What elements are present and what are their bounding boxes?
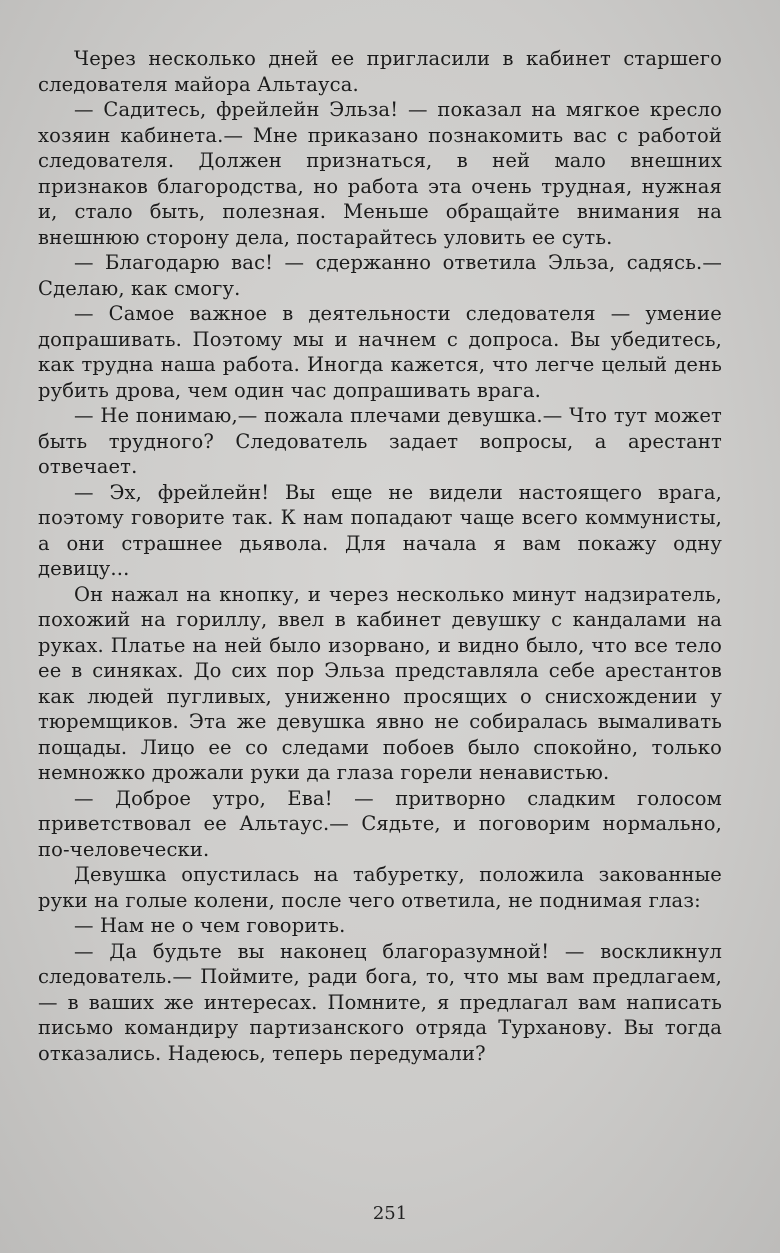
page-number: 251	[372, 1203, 408, 1224]
paragraph-4: — Самое важное в деятельности следователя — умение допрашивать. Поэтому мы и начнем с допроса. Вы убедитесь, как трудна наша работа. Иногда кажется, что легче целый день рубить дрова, чем один час допрашивать врага.	[38, 302, 722, 402]
body-text	[38, 46, 722, 1066]
paragraph-3: — Благодарю вас! — сдержанно ответила Эльза, садясь.— Сделаю, как смогу.	[38, 251, 722, 300]
paragraph-11: — Да будьте вы наконец благоразумной! — воскликнул следователь.— Поймите, ради бога, то, что мы вам предлагаем,— в ваших же интересах. Помните, я предлагал вам написать письмо командиру партизанского отряда Турханову. Вы тогда отказались. Надеюсь, теперь передумали?	[38, 939, 722, 1065]
paragraph-1: Через несколько дней ее пригласили в кабинет старшего следователя майора Альтауса.	[38, 47, 722, 96]
paragraph-5: — Не понимаю,— пожала плечами девушка.— Что тут может быть трудного? Следователь задает вопросы, а арестант отвечает.	[38, 404, 722, 478]
paragraph-6: — Эх, фрейлейн! Вы еще не видели настоящего врага, поэтому говорите так. К нам попадают чаще всего коммунисты, а они страшнее дьявола. Для начала я вам покажу одну девицу...	[38, 480, 722, 580]
paragraph-7: Он нажал на кнопку, и через несколько минут надзиратель, похожий на гориллу, ввел в кабинет девушку с кандалами на руках. Платье на ней было изорвано, и видно было, что все тело ее в синяках. До сих пор Эльза представляла себе арестантов как людей пугливых, униженно просящих о снисхождении у тюремщиков. Эта же девушка явно не собиралась вымаливать пощады. Лицо ее со следами побоев было спокойно, только немножко дрожали руки да глаза горели ненавистью.	[38, 582, 722, 784]
paragraph-10: — Нам не о чем говорить.	[74, 914, 346, 937]
paragraph-8: — Доброе утро, Ева! — притворно сладким голосом приветствовал ее Альтаус.— Сядьте, и поговорим нормально, по-человечески.	[38, 786, 722, 861]
paragraph-9: Девушка опустилась на табуретку, положила закованные руки на голые колени, после чего ответила, не поднимая глаз:	[38, 863, 722, 912]
paragraph-2: — Садитесь, фрейлейн Эльза! — показал на мягкое кресло хозяин кабинета.— Мне приказано познакомить вас с работой следователя. Должен признаться, в ней мало внешних признаков благородства, но работа эта очень трудная, нужная и, стало быть, полезная. Меньше обращайте внимания на внешнюю сторону дела, постарайтесь уловить ее суть.	[38, 98, 722, 249]
